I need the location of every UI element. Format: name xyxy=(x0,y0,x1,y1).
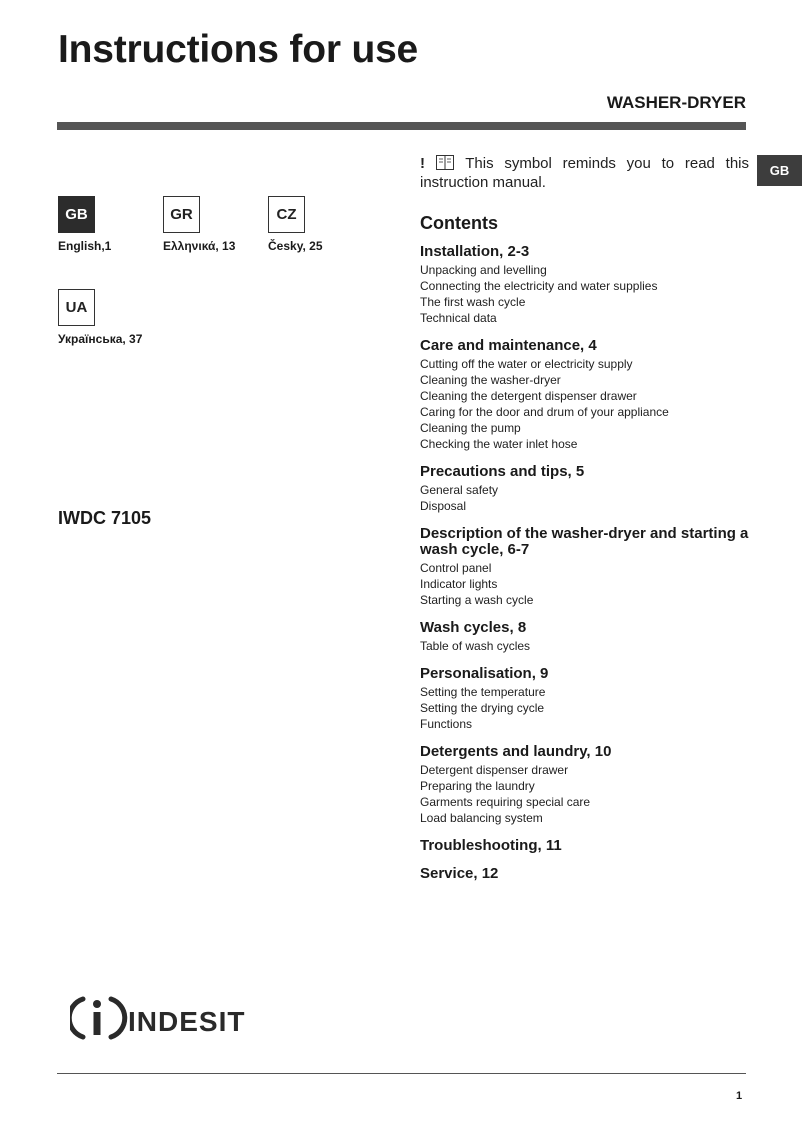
contents-title: Contents xyxy=(420,213,498,233)
contents-item[interactable]: Garments requiring special care xyxy=(420,795,591,809)
contents-section-title[interactable]: Personalisation, 9 xyxy=(420,665,549,682)
brand-logo xyxy=(70,993,270,1043)
contents-item[interactable]: Preparing the laundry xyxy=(420,779,535,793)
header-divider xyxy=(57,122,746,130)
contents-item[interactable]: Setting the temperature xyxy=(420,685,546,699)
page-title: Instructions for use xyxy=(58,28,419,71)
contents-list xyxy=(420,244,749,882)
notice-text: This symbol reminds you to read this instruction manual. xyxy=(420,155,749,191)
language-box-gb[interactable]: GB xyxy=(58,196,95,233)
document-subtitle: WASHER-DRYER xyxy=(606,93,746,112)
contents-section-title[interactable]: Service, 12 xyxy=(420,865,499,882)
contents-column xyxy=(420,155,749,882)
contents-section-title[interactable]: Care and maintenance, 4 xyxy=(420,337,597,354)
contents-section xyxy=(420,838,749,854)
language-label-gb: English,1 xyxy=(58,239,112,253)
contents-item[interactable]: Cleaning the detergent dispenser drawer xyxy=(420,389,637,403)
contents-item[interactable]: Load balancing system xyxy=(420,811,543,825)
contents-section-title[interactable]: Precautions and tips, 5 xyxy=(420,463,585,480)
contents-section-items xyxy=(420,482,749,514)
contents-section xyxy=(420,620,749,654)
footer-divider xyxy=(57,1073,746,1074)
contents-section-items xyxy=(420,356,749,452)
contents-item[interactable]: Cleaning the pump xyxy=(420,421,521,435)
notice-mark: ! xyxy=(420,155,425,172)
language-label-cz: Česky, 25 xyxy=(268,239,323,253)
brand-name: INDESIT xyxy=(128,1006,246,1037)
contents-item[interactable]: Control panel xyxy=(420,561,492,575)
contents-item[interactable]: Connecting the electricity and water supplies xyxy=(420,279,658,293)
language-label-gr: Ελληνικά, 13 xyxy=(163,239,236,253)
contents-item[interactable]: Unpacking and levelling xyxy=(420,263,547,277)
language-box-cz[interactable]: CZ xyxy=(268,196,305,233)
contents-item[interactable]: General safety xyxy=(420,483,499,497)
contents-section-items xyxy=(420,762,749,826)
contents-item[interactable]: Caring for the door and drum of your appliance xyxy=(420,405,669,419)
contents-section-items xyxy=(420,262,749,326)
contents-item[interactable]: Cutting off the water or electricity supply xyxy=(420,357,633,371)
contents-section xyxy=(420,244,749,326)
contents-section-title[interactable]: Description of the washer-dryer and starting a wash cycle, 6-7 xyxy=(420,525,749,558)
contents-item[interactable]: Table of wash cycles xyxy=(420,639,531,653)
contents-section xyxy=(420,526,749,608)
contents-item[interactable]: Technical data xyxy=(420,311,497,325)
contents-section-title[interactable]: Wash cycles, 8 xyxy=(420,619,527,636)
language-box-gr[interactable]: GR xyxy=(163,196,200,233)
contents-item[interactable]: The first wash cycle xyxy=(420,295,526,309)
language-side-tab: GB xyxy=(757,155,802,186)
contents-item[interactable]: Functions xyxy=(420,717,473,731)
model-number: IWDC 7105 xyxy=(58,508,152,528)
contents-item[interactable]: Starting a wash cycle xyxy=(420,593,534,607)
contents-item[interactable]: Detergent dispenser drawer xyxy=(420,763,569,777)
contents-item[interactable]: Setting the drying cycle xyxy=(420,701,545,715)
contents-section xyxy=(420,666,749,732)
contents-section xyxy=(420,464,749,514)
language-label-ua: Українська, 37 xyxy=(58,332,143,346)
contents-section-items xyxy=(420,638,749,654)
contents-section-items xyxy=(420,560,749,608)
contents-section-title[interactable]: Detergents and laundry, 10 xyxy=(420,743,612,760)
contents-section xyxy=(420,338,749,452)
contents-section-title[interactable]: Troubleshooting, 11 xyxy=(420,837,562,854)
contents-section-title[interactable]: Installation, 2-3 xyxy=(420,243,530,260)
contents-section-items xyxy=(420,684,749,732)
page-number: 1 xyxy=(736,1090,743,1102)
contents-item[interactable]: Cleaning the washer-dryer xyxy=(420,373,561,387)
language-box-ua[interactable]: UA xyxy=(58,289,95,326)
contents-item[interactable]: Indicator lights xyxy=(420,577,498,591)
contents-section xyxy=(420,866,749,882)
indesit-logo-icon xyxy=(70,999,125,1037)
contents-item[interactable]: Checking the water inlet hose xyxy=(420,437,578,451)
contents-section xyxy=(420,744,749,826)
read-manual-notice xyxy=(420,155,749,191)
manual-book-icon xyxy=(436,155,454,174)
contents-item[interactable]: Disposal xyxy=(420,499,467,513)
